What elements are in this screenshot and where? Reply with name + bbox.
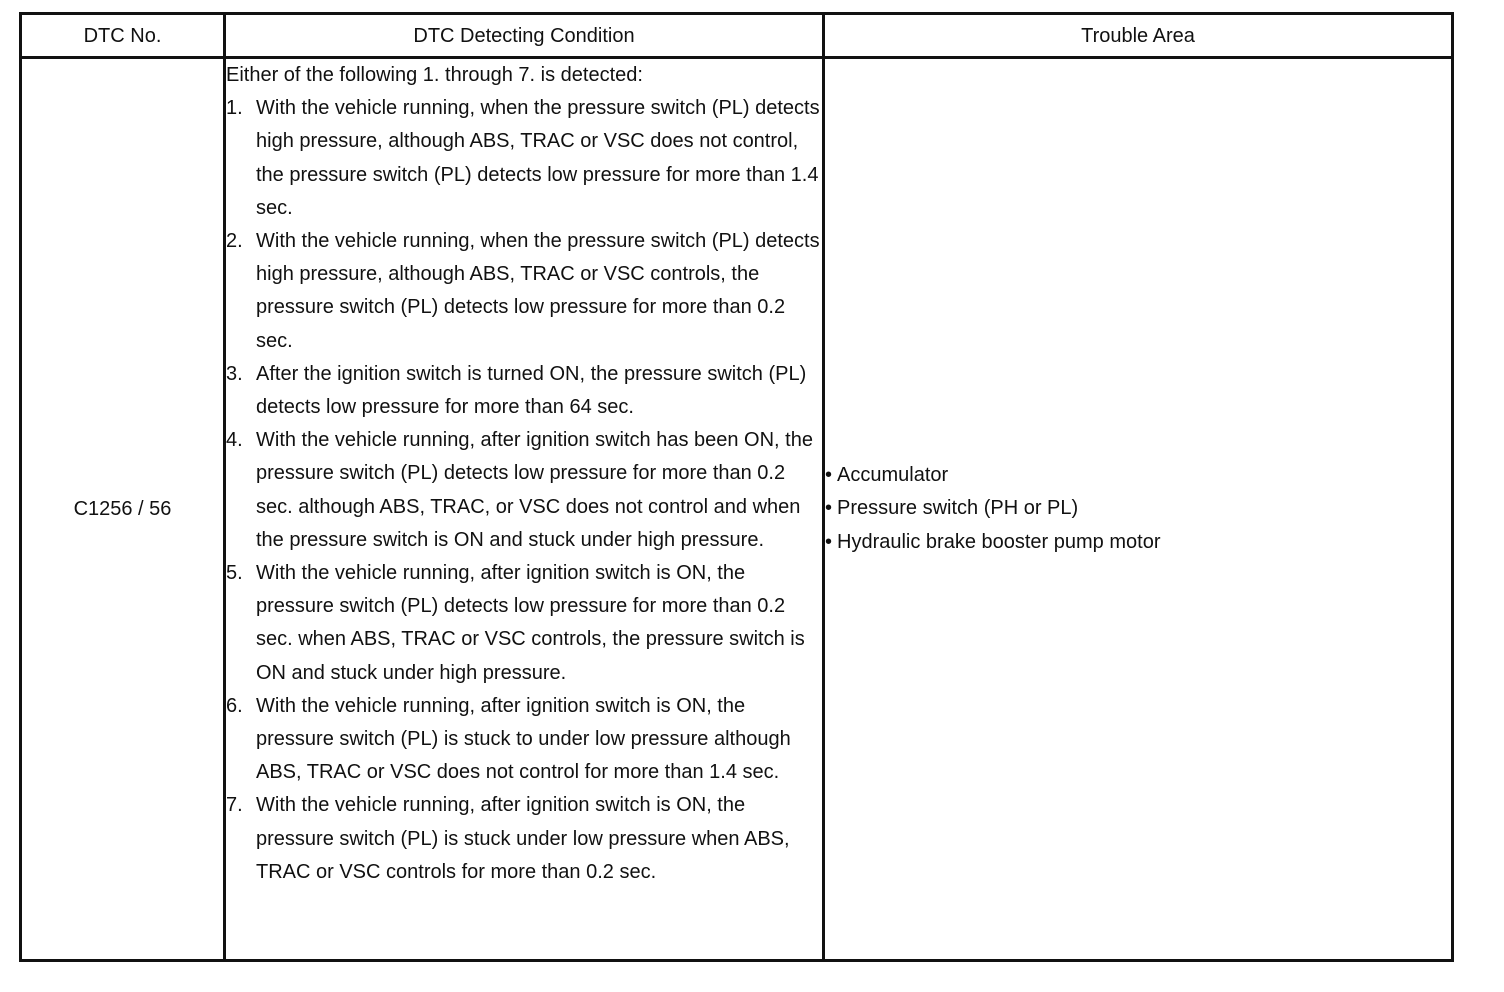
header-trouble-area: Trouble Area [824, 14, 1453, 58]
condition-text: With the vehicle running, after ignition switch has been ON, the pressure switch (PL) detects low pressure for more than 0.2 sec. although ABS, TRAC, or VSC does not control and when the pressure switch is ON and stuck under high pressure. [256, 429, 813, 551]
detecting-condition-cell [225, 58, 824, 961]
condition-number: 2. [226, 230, 243, 253]
dtc-code-cell: C1256 / 56 [21, 58, 225, 961]
condition-number: 7. [226, 794, 243, 817]
trouble-area-list [825, 459, 1451, 559]
table-header-row [21, 14, 1453, 58]
condition-number: 1. [226, 97, 243, 120]
condition-item [226, 225, 822, 358]
condition-item [226, 424, 822, 557]
condition-item [226, 789, 822, 889]
condition-item [226, 358, 822, 424]
trouble-area-text: Accumulator [837, 464, 949, 487]
condition-item [226, 557, 822, 690]
trouble-area-text: Pressure switch (PH or PL) [837, 497, 1079, 520]
condition-text: With the vehicle running, when the pressure switch (PL) detects high pressure, although ABS, TRAC or VSC controls, the pressure switch (PL) detects low pressure for more than 0.2 sec. [256, 230, 820, 352]
header-detecting-condition: DTC Detecting Condition [225, 14, 824, 58]
condition-item [226, 690, 822, 790]
bullet-icon: • [825, 530, 833, 553]
condition-text: With the vehicle running, after ignition switch is ON, the pressure switch (PL) is stuck under low pressure when ABS, TRAC or VSC controls for more than 0.2 sec. [256, 794, 790, 883]
trouble-area-item [825, 459, 1451, 492]
header-dtc-no: DTC No. [21, 14, 225, 58]
trouble-area-item [825, 492, 1451, 525]
trouble-area-item [825, 526, 1451, 559]
trouble-area-text: Hydraulic brake booster pump motor [837, 530, 1161, 553]
condition-text: With the vehicle running, after ignition switch is ON, the pressure switch (PL) is stuck to under low pressure although ABS, TRAC or VSC does not control for more than 1.4 sec. [256, 694, 791, 784]
dtc-table [19, 12, 1454, 962]
condition-text: After the ignition switch is turned ON, the pressure switch (PL) detects low pressure for more than 64 sec. [256, 362, 807, 419]
condition-number: 3. [226, 362, 243, 385]
condition-number: 4. [226, 429, 243, 452]
bullet-icon: • [825, 497, 833, 520]
trouble-area-cell [824, 58, 1453, 961]
condition-item [226, 92, 822, 225]
condition-number: 6. [226, 694, 243, 717]
table-row [21, 58, 1453, 961]
condition-text: With the vehicle running, when the pressure switch (PL) detects high pressure, although ABS, TRAC or VSC does not control, the pressure switch (PL) detects low pressure for more than 1.4 sec. [256, 97, 820, 219]
bullet-icon: • [825, 464, 833, 487]
condition-text: With the vehicle running, after ignition switch is ON, the pressure switch (PL) detects low pressure for more than 0.2 sec. when ABS, TRAC or VSC controls, the pressure switch is ON and stuck under high pressure. [256, 562, 805, 684]
condition-number: 5. [226, 562, 243, 585]
condition-list [226, 92, 822, 889]
condition-intro: Either of the following 1. through 7. is detected: [226, 64, 643, 86]
